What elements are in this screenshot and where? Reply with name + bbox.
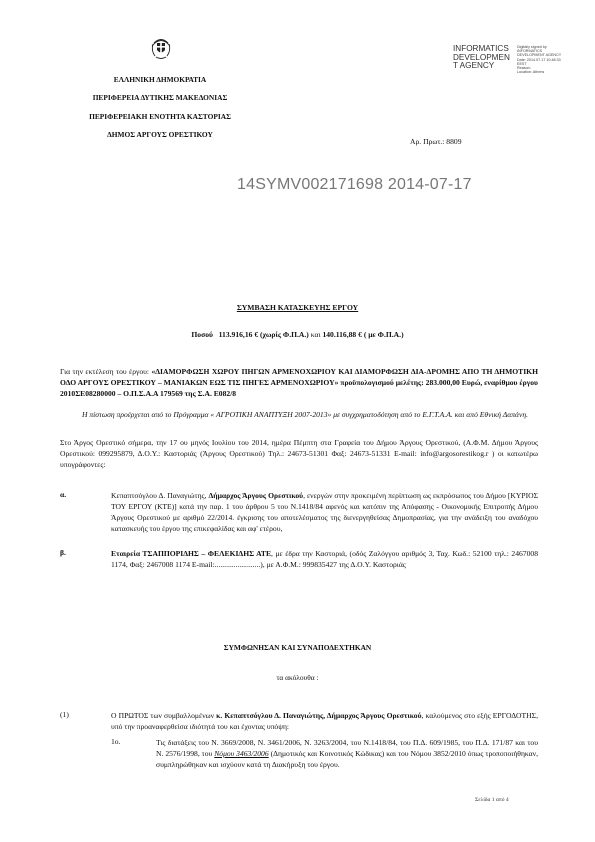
header-country: ΕΛΛΗΝΙΚΗ ΔΗΜΟΚΡΑΤΙΑ <box>113 75 207 84</box>
signature-details: Digitally signed by INFORMATICS DEVELOPMENT AGENCY Date: 2014.07.17 10:48:33 EEST Reason: Location: Athens <box>517 45 562 75</box>
clause-1-rest: , καλούμενος στο εξής ΕΡΓΟΔΟΤΗΣ, υπό την προαναφερθείσα ιδιότητά του και έχοντας υπόψη: <box>111 711 538 732</box>
place-date-paragraph: Στο Άργος Ορεστικό σήμερα, την 17 ου μηνός Ιουλίου του 2014, ημέρα Πέμπτη στα Γραφεία του Δήμου Άργους Ορεστικού, (Α.Φ.Μ. Δήμου Άργους Ορεστικού: 099295879, Δ.Ο.Υ.: Καστοριάς (Άργους Ορεστικού) Τηλ.: 24673-51301 Φαξ: 24673-51331 E-mail: info@argosorestikog.r ) οι κατωτέρω υπογράφοντες: <box>60 438 538 470</box>
clause-1a-law: Νόμου 3463/2006 <box>214 749 269 759</box>
as-follows-text: τα ακόλουθα : <box>276 673 319 682</box>
amount-gross: 140.116,88 € <box>322 330 362 339</box>
greek-coat-of-arms-icon <box>147 34 175 62</box>
amount-net-note: (χωρίς Φ.Π.Α.) <box>260 330 309 339</box>
project-title: «ΔΙΑΜΟΡΦΩΣΗ ΧΩΡΟΥ ΠΗΓΩΝ ΑΡΜΕΝΟΧΩΡΙΟΥ ΚΑΙ ΔΙΑΜΟΡΦΩΣΗ ΔΙΑ-ΔΡΟΜΗΣ ΑΠΟ ΤΗ ΔΗΜΟΤΙΚΗ ΟΔΟ ΑΡΓΟΥΣ ΟΡΕΣΤΙΚΟΥ – ΜΑΝΙΑΚΩΝ ΕΩΣ ΤΙΣ ΠΗΓΕΣ ΑΡΜΕΝΟΧΩΡΙΟΥ» προϋπολογισμού μελέτης: 283.000,00 Ευρώ, εναρίθμου έργου 2010ΣΕ08280000 – Ο.Π.Σ.Α.Α 179569 της Σ.Α. Ε082/8 <box>60 367 538 399</box>
clause-1a-before: Τις διατάξεις του Ν. 3669/2008, Ν. 3461/2006, Ν. 3263/2004, του Ν.1418/84, του Π.Δ. 609/1985, του Π.Δ. 171/87 και του Ν. 2576/1998, του <box>156 738 538 759</box>
contract-title: ΣΥΜΒΑΣΗ ΚΑΤΑΣΚΕΥΗΣ ΕΡΓΟΥ <box>236 303 359 312</box>
clause-1a-after: (Δημοτικός και Κοινοτικός Κώδικας) και του Νόμου 3852/2010 όπως τροποποιήθηκαν, συμπληρώθηκαν και ισχύουν κατά τη Διακήρυξη του έργου. <box>156 749 538 770</box>
party-a-name: Κεπαπτσόγλου Δ. Παναγιώτης, <box>111 491 207 500</box>
party-b-letter: β. <box>60 548 66 557</box>
party-a-text: , ενεργών στην προκειμένη περίπτωση ως εκπρόσωπος του Δήμου [ΚΥΡΙΟΣ ΤΟΥ ΕΡΓΟΥ (ΚΤΕ)] κατά την παρ. 1 του άρθρου 5 του Ν.1418/84 αφενός και κατόπιν της Απόφασης - Οικονομικής Επιτροπής Δήμου Άργους Ορεστικού με αριθμό 22/2014. έγκρισης του αποτελέσματος της διενεργηθείσας Δημοπρασίας, για την ανάδειξη του αναδόχου κατασκευής του έργου της επικεφαλίδας και αφ' ετέρου, <box>111 491 539 534</box>
amount-net: 113.916,16 € <box>218 330 259 339</box>
signature-agency-name: INFORMATICS DEVELOPMEN T AGENCY <box>453 44 510 71</box>
clause-1a-number: 1ο. <box>111 737 121 746</box>
authority-header <box>60 71 260 145</box>
execution-lead: Για την εκτέλεση του έργου: <box>60 367 150 376</box>
amount-and: και <box>310 330 321 339</box>
party-a-paragraph <box>111 490 538 534</box>
execution-paragraph <box>60 366 538 399</box>
ada-stamp: 14SYMV002171698 2014-07-17 <box>237 176 472 193</box>
contract-amount <box>0 330 595 339</box>
party-a-letter: α. <box>60 490 67 499</box>
header-region: ΠΕΡΙΦΕΡΕΙΑ ΔΥΤΙΚΗΣ ΜΑΚΕΔΟΝΙΑΣ <box>92 93 228 103</box>
clause-1-number: (1) <box>60 710 69 719</box>
party-b-paragraph <box>111 548 538 570</box>
clause-1-text <box>111 710 538 732</box>
party-b-name: Εταιρεία ΤΣΑΠΠΟΡΙΔΗΣ – ΦΕΛΕΚΙΔΗΣ ΑΤΕ <box>111 549 272 558</box>
party-a-title: Δήμαρχος Άργους Ορεστικού <box>208 491 304 500</box>
agreed-heading: ΣΥΜΦΩΝΗΣΑΝ ΚΑΙ ΣΥΝΑΠΟΔΕΧΤΗΚΑΝ <box>223 643 372 652</box>
clause-1a-text <box>156 737 538 770</box>
page-footer: Σελίδα 1 από 4 <box>475 797 509 803</box>
party-b-text: , με έδρα την Καστοριά, (οδός Ζαλόγγου αριθμός 3, Ταχ. Κωδ.: 52100 τηλ.: 2467008 1174, Φαξ: 2467008 1174 E-mail:........................), με Α.Φ.Μ.: 999835427 της Δ.Ο.Υ. Καστοριάς <box>111 549 538 570</box>
amount-gross-note: ( με Φ.Π.Α.) <box>363 330 404 339</box>
clause-1-name: κ. Κεπαπτσόγλου Δ. Παναγιώτης, Δήμαρχος Άργους Ορεστικού <box>216 711 422 720</box>
protocol-number: Αρ. Πρωτ.: 8809 <box>410 137 462 146</box>
header-municipality: ΔΗΜΟΣ ΑΡΓΟΥΣ ΟΡΕΣΤΙΚΟΥ <box>107 130 213 140</box>
header-regional-unit: ΠΕΡΙΦΕΡΕΙΑΚΗ ΕΝΟΤΗΤΑ ΚΑΣΤΟΡΙΑΣ <box>89 111 231 121</box>
funding-paragraph: Η πίστωση προέρχεται από το Πρόγραμμα « ΑΓΡΟΤΙΚΗ ΑΝΑΠΤΥΞΗ 2007-2013» με συγχρηματοδότηση από το Ε.Γ.Τ.Α.Α. και από Εθνική Δαπάνη. <box>82 410 529 419</box>
amount-label: Ποσού <box>191 330 213 339</box>
clause-1-lead: Ο ΠΡΩΤΟΣ των συμβαλλομένων <box>111 711 215 720</box>
